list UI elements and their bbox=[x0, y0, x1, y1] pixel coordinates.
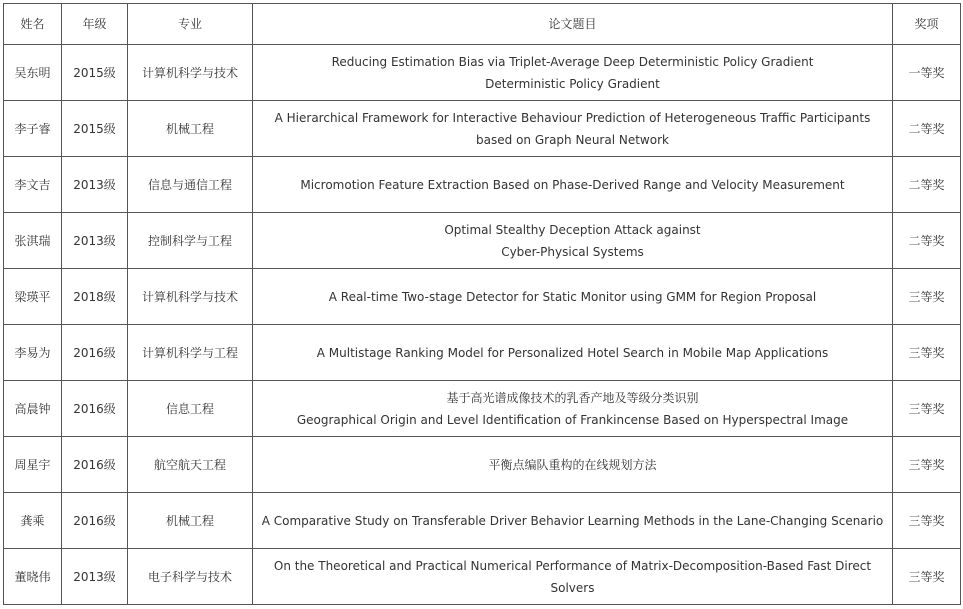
cell-major: 信息与通信工程 bbox=[128, 157, 253, 213]
cell-title bbox=[253, 101, 893, 157]
cell-name: 张淇瑞 bbox=[4, 213, 62, 269]
cell-major: 机械工程 bbox=[128, 493, 253, 549]
cell-name: 吴东明 bbox=[4, 45, 62, 101]
cell-name: 周星宇 bbox=[4, 437, 62, 493]
title-line: Cyber-Physical Systems bbox=[501, 244, 644, 259]
title-line: A Comparative Study on Transferable Driver Behavior Learning Methods in the Lane-Changing Scenario bbox=[261, 513, 884, 528]
cell-grade: 2015级 bbox=[62, 101, 128, 157]
title-line: Optimal Stealthy Deception Attack against bbox=[444, 222, 701, 237]
cell-title bbox=[253, 157, 893, 213]
table-body bbox=[4, 45, 961, 605]
table-header bbox=[4, 4, 961, 45]
cell-name: 高晨钟 bbox=[4, 381, 62, 437]
cell-title bbox=[253, 325, 893, 381]
cell-major: 控制科学与工程 bbox=[128, 213, 253, 269]
title-line: A Real-time Two-stage Detector for Static Monitor using GMM for Region Proposal bbox=[328, 289, 817, 304]
cell-grade: 2016级 bbox=[62, 437, 128, 493]
header-title: 论文题目 bbox=[253, 4, 893, 45]
cell-major: 计算机科学与工程 bbox=[128, 325, 253, 381]
cell-major: 计算机科学与技术 bbox=[128, 269, 253, 325]
cell-major: 机械工程 bbox=[128, 101, 253, 157]
cell-major: 信息工程 bbox=[128, 381, 253, 437]
cell-award: 三等奖 bbox=[893, 269, 961, 325]
title-line: Geographical Origin and Level Identification of Frankincense Based on Hyperspectral Image bbox=[296, 412, 849, 427]
title-line: A Hierarchical Framework for Interactive Behaviour Prediction of Heterogeneous Traffic Participants based on Graph Neural Network bbox=[274, 110, 871, 147]
title-line: 平衡点编队重构的在线规划方法 bbox=[488, 457, 657, 472]
table-row bbox=[4, 157, 961, 213]
table-row bbox=[4, 101, 961, 157]
cell-major: 计算机科学与技术 bbox=[128, 45, 253, 101]
table-row bbox=[4, 437, 961, 493]
table-row bbox=[4, 269, 961, 325]
cell-title bbox=[253, 381, 893, 437]
header-major: 专业 bbox=[128, 4, 253, 45]
title-line: Deterministic Policy Gradient bbox=[485, 76, 660, 91]
table-row bbox=[4, 549, 961, 605]
cell-major: 航空航天工程 bbox=[128, 437, 253, 493]
cell-name: 李子睿 bbox=[4, 101, 62, 157]
cell-title bbox=[253, 45, 893, 101]
cell-name: 李文吉 bbox=[4, 157, 62, 213]
cell-award: 三等奖 bbox=[893, 325, 961, 381]
cell-grade: 2013级 bbox=[62, 213, 128, 269]
table-row bbox=[4, 325, 961, 381]
cell-grade: 2016级 bbox=[62, 493, 128, 549]
cell-title bbox=[253, 213, 893, 269]
table-row bbox=[4, 493, 961, 549]
table-row bbox=[4, 213, 961, 269]
cell-award: 三等奖 bbox=[893, 493, 961, 549]
cell-award: 三等奖 bbox=[893, 437, 961, 493]
cell-grade: 2013级 bbox=[62, 549, 128, 605]
cell-title bbox=[253, 493, 893, 549]
cell-award: 一等奖 bbox=[893, 45, 961, 101]
header-row bbox=[4, 4, 961, 45]
title-line: 基于高光谱成像技术的乳香产地及等级分类识别 bbox=[446, 390, 699, 405]
cell-award: 三等奖 bbox=[893, 381, 961, 437]
table-row bbox=[4, 45, 961, 101]
cell-award: 三等奖 bbox=[893, 549, 961, 605]
cell-major: 电子科学与技术 bbox=[128, 549, 253, 605]
header-award: 奖项 bbox=[893, 4, 961, 45]
cell-title bbox=[253, 549, 893, 605]
cell-name: 李易为 bbox=[4, 325, 62, 381]
cell-grade: 2013级 bbox=[62, 157, 128, 213]
cell-name: 龚乘 bbox=[4, 493, 62, 549]
cell-name: 梁瑛平 bbox=[4, 269, 62, 325]
cell-title bbox=[253, 269, 893, 325]
title-line: On the Theoretical and Practical Numerical Performance of Matrix-Decomposition-Based Fast Direct Solvers bbox=[273, 558, 872, 595]
header-grade: 年级 bbox=[62, 4, 128, 45]
cell-award: 二等奖 bbox=[893, 213, 961, 269]
cell-grade: 2016级 bbox=[62, 325, 128, 381]
cell-award: 二等奖 bbox=[893, 157, 961, 213]
table-row bbox=[4, 381, 961, 437]
cell-grade: 2015级 bbox=[62, 45, 128, 101]
cell-title bbox=[253, 437, 893, 493]
cell-grade: 2016级 bbox=[62, 381, 128, 437]
cell-award: 二等奖 bbox=[893, 101, 961, 157]
header-name: 姓名 bbox=[4, 4, 62, 45]
title-line: Micromotion Feature Extraction Based on Phase-Derived Range and Velocity Measurement bbox=[300, 177, 845, 192]
cell-grade: 2018级 bbox=[62, 269, 128, 325]
title-line: Reducing Estimation Bias via Triplet-Average Deep Deterministic Policy Gradient bbox=[331, 54, 814, 69]
title-line: A Multistage Ranking Model for Personalized Hotel Search in Mobile Map Applications bbox=[316, 345, 829, 360]
awards-table bbox=[3, 3, 961, 605]
cell-name: 董晓伟 bbox=[4, 549, 62, 605]
